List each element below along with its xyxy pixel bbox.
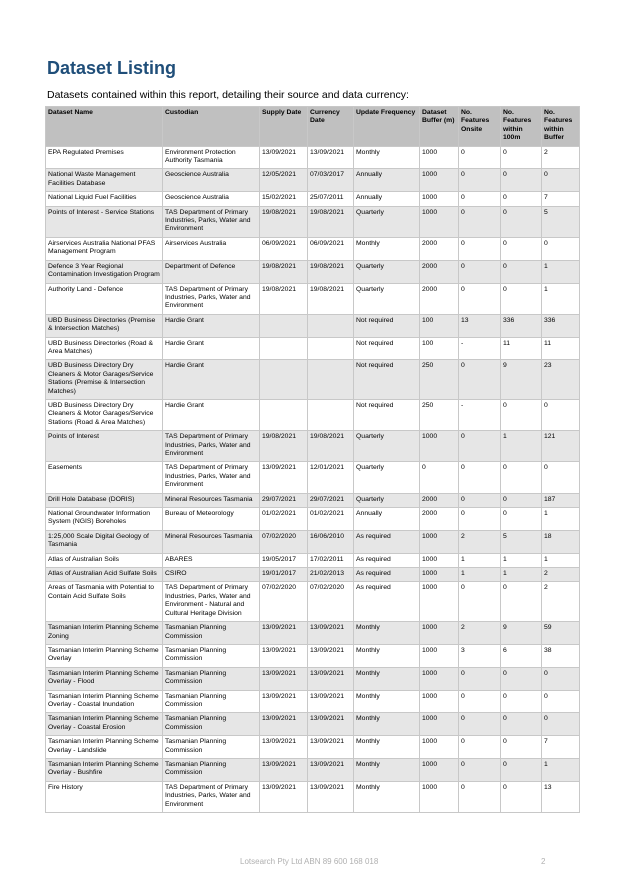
cell-dataset-buffer: 2000 [420,237,459,260]
cell-dataset-buffer: 100 [420,314,459,337]
cell-update-frequency: Monthly [354,146,420,169]
cell-dataset-name: Defence 3 Year Regional Contamination Investigation Program [46,260,163,283]
table-row [46,758,580,781]
cell-supply-date: 13/09/2021 [260,690,308,713]
cell-features-100m: 0 [501,582,542,622]
cell-dataset-buffer: 1000 [420,736,459,759]
header-features-onsite: No. Features Onsite [459,107,501,147]
cell-currency-date: 13/09/2021 [308,781,354,812]
cell-dataset-name: Atlas of Australian Acid Sulfate Soils [46,568,163,582]
cell-supply-date [260,360,308,400]
cell-features-onsite: 0 [459,169,501,192]
cell-update-frequency: Quarterly [354,260,420,283]
cell-features-100m: 0 [501,399,542,430]
cell-dataset-buffer: 1000 [420,169,459,192]
cell-dataset-name: Tasmanian Interim Planning Scheme Overlay - Coastal Inundation [46,690,163,713]
footer-company: Lotsearch Pty Ltd ABN 89 600 168 018 [240,857,379,866]
cell-currency-date: 13/09/2021 [308,146,354,169]
cell-features-100m: 0 [501,283,542,314]
cell-custodian: Tasmanian Planning Commission [163,736,260,759]
cell-features-onsite: 0 [459,206,501,237]
cell-dataset-buffer: 1000 [420,622,459,645]
cell-dataset-name: Airservices Australia National PFAS Management Program [46,237,163,260]
cell-features-onsite: 0 [459,690,501,713]
cell-custodian: Mineral Resources Tasmania [163,530,260,553]
cell-currency-date: 21/02/2013 [308,568,354,582]
table-row [46,736,580,759]
table-row [46,283,580,314]
cell-features-onsite: 0 [459,758,501,781]
cell-features-100m: 0 [501,736,542,759]
table-row [46,582,580,622]
cell-features-buffer: 2 [542,582,580,622]
cell-dataset-name: Tasmanian Interim Planning Scheme Overlay - Landslide [46,736,163,759]
cell-supply-date: 15/02/2021 [260,192,308,206]
cell-dataset-name: Points of Interest - Service Stations [46,206,163,237]
cell-features-buffer: 23 [542,360,580,400]
cell-dataset-buffer: 1000 [420,582,459,622]
cell-features-100m: 0 [501,493,542,507]
cell-features-buffer: 38 [542,644,580,667]
cell-supply-date: 13/09/2021 [260,758,308,781]
cell-dataset-buffer: 100 [420,337,459,360]
cell-dataset-buffer: 1000 [420,192,459,206]
cell-update-frequency: Monthly [354,667,420,690]
table-row [46,237,580,260]
cell-dataset-name: EPA Regulated Premises [46,146,163,169]
cell-custodian: Tasmanian Planning Commission [163,713,260,736]
cell-update-frequency: Monthly [354,622,420,645]
table-row [46,713,580,736]
cell-dataset-name: Drill Hole Database (DORIS) [46,493,163,507]
cell-dataset-name: UBD Business Directories (Premise & Intersection Matches) [46,314,163,337]
cell-features-100m: 0 [501,206,542,237]
cell-currency-date: 25/07/2011 [308,192,354,206]
page-subtitle: Datasets contained within this report, detailing their source and data currency: [47,89,409,101]
cell-update-frequency: As required [354,568,420,582]
cell-dataset-buffer: 250 [420,399,459,430]
cell-custodian: TAS Department of Primary Industries, Parks, Water and Environment [163,462,260,493]
cell-dataset-buffer: 1000 [420,431,459,462]
cell-custodian: TAS Department of Primary Industries, Parks, Water and Environment [163,431,260,462]
cell-supply-date: 13/09/2021 [260,622,308,645]
cell-custodian: TAS Department of Primary Industries, Parks, Water and Environment - Natural and Cultural Heritage Division [163,582,260,622]
cell-update-frequency: Monthly [354,758,420,781]
cell-update-frequency: Not required [354,337,420,360]
cell-dataset-name: Fire History [46,781,163,812]
table-row [46,508,580,531]
cell-dataset-buffer: 1000 [420,713,459,736]
cell-features-onsite: 0 [459,667,501,690]
cell-currency-date: 01/02/2021 [308,508,354,531]
cell-dataset-name: National Waste Management Facilities Database [46,169,163,192]
cell-supply-date: 19/08/2021 [260,260,308,283]
table-body [46,146,580,812]
cell-features-buffer: 1 [542,553,580,567]
cell-dataset-name: National Liquid Fuel Facilities [46,192,163,206]
cell-update-frequency: Monthly [354,237,420,260]
page-title: Dataset Listing [47,58,177,78]
cell-features-buffer: 1 [542,283,580,314]
table-row [46,568,580,582]
cell-dataset-name: Areas of Tasmania with Potential to Contain Acid Sulfate Soils [46,582,163,622]
cell-supply-date: 19/08/2021 [260,283,308,314]
cell-features-100m: 0 [501,508,542,531]
cell-update-frequency: Monthly [354,713,420,736]
cell-dataset-buffer: 1000 [420,758,459,781]
cell-dataset-name: Tasmanian Interim Planning Scheme Overlay [46,644,163,667]
cell-dataset-buffer: 1000 [420,667,459,690]
cell-supply-date: 07/02/2020 [260,582,308,622]
cell-dataset-name: Easements [46,462,163,493]
cell-custodian: TAS Department of Primary Industries, Parks, Water and Environment [163,206,260,237]
cell-supply-date: 29/07/2021 [260,493,308,507]
cell-custodian: TAS Department of Primary Industries, Parks, Water and Environment [163,283,260,314]
cell-custodian: Geoscience Australia [163,192,260,206]
cell-custodian: Tasmanian Planning Commission [163,644,260,667]
cell-custodian: Tasmanian Planning Commission [163,758,260,781]
header-update-frequency: Update Frequency [354,107,420,147]
cell-supply-date: 19/08/2021 [260,431,308,462]
cell-features-buffer: 121 [542,431,580,462]
cell-features-100m: 11 [501,337,542,360]
cell-custodian: Tasmanian Planning Commission [163,690,260,713]
cell-update-frequency: As required [354,530,420,553]
cell-features-buffer: 0 [542,713,580,736]
cell-currency-date: 13/09/2021 [308,622,354,645]
cell-custodian: Department of Defence [163,260,260,283]
cell-currency-date [308,360,354,400]
cell-custodian: ABARES [163,553,260,567]
cell-features-buffer: 0 [542,667,580,690]
cell-features-100m: 0 [501,713,542,736]
cell-currency-date: 06/09/2021 [308,237,354,260]
cell-features-buffer: 7 [542,736,580,759]
cell-currency-date: 07/02/2020 [308,582,354,622]
page-number: 2 [541,857,546,866]
cell-dataset-buffer: 1000 [420,568,459,582]
cell-features-onsite: - [459,399,501,430]
cell-features-onsite: 0 [459,146,501,169]
cell-features-onsite: 0 [459,237,501,260]
cell-features-100m: 0 [501,169,542,192]
cell-update-frequency: Quarterly [354,283,420,314]
cell-features-onsite: 0 [459,493,501,507]
cell-update-frequency: Not required [354,399,420,430]
header-dataset-buffer: Dataset Buffer (m) [420,107,459,147]
cell-features-100m: 1 [501,431,542,462]
cell-features-onsite: 0 [459,462,501,493]
cell-dataset-name: National Groundwater Information System (NGIS) Boreholes [46,508,163,531]
table-row [46,781,580,812]
cell-update-frequency: Monthly [354,690,420,713]
cell-currency-date: 13/09/2021 [308,758,354,781]
table-row [46,146,580,169]
cell-features-100m: 1 [501,553,542,567]
cell-currency-date: 19/08/2021 [308,431,354,462]
cell-custodian: Bureau of Meteorology [163,508,260,531]
cell-features-onsite: 0 [459,582,501,622]
cell-supply-date: 01/02/2021 [260,508,308,531]
cell-features-buffer: 5 [542,206,580,237]
cell-custodian: Hardie Grant [163,360,260,400]
cell-features-onsite: 0 [459,736,501,759]
cell-currency-date: 16/06/2010 [308,530,354,553]
cell-supply-date: 13/09/2021 [260,667,308,690]
cell-currency-date: 13/09/2021 [308,713,354,736]
cell-features-buffer: 1 [542,260,580,283]
cell-supply-date: 19/01/2017 [260,568,308,582]
cell-features-onsite: 0 [459,360,501,400]
table-row [46,314,580,337]
cell-features-onsite: 13 [459,314,501,337]
cell-dataset-name: UBD Business Directories (Road & Area Matches) [46,337,163,360]
cell-supply-date: 06/09/2021 [260,237,308,260]
cell-update-frequency: As required [354,582,420,622]
table-row [46,462,580,493]
cell-dataset-name: 1:25,000 Scale Digital Geology of Tasmania [46,530,163,553]
cell-features-buffer: 1 [542,758,580,781]
cell-features-buffer: 7 [542,192,580,206]
header-currency-date: Currency Date [308,107,354,147]
cell-supply-date [260,337,308,360]
cell-currency-date: 19/08/2021 [308,283,354,314]
cell-supply-date: 13/09/2021 [260,736,308,759]
cell-dataset-name: Tasmanian Interim Planning Scheme Zoning [46,622,163,645]
cell-features-onsite: 1 [459,568,501,582]
cell-currency-date: 12/01/2021 [308,462,354,493]
table-row [46,360,580,400]
cell-dataset-buffer: 1000 [420,553,459,567]
cell-currency-date: 19/08/2021 [308,260,354,283]
cell-features-onsite: 0 [459,713,501,736]
cell-features-100m: 0 [501,237,542,260]
cell-custodian: Hardie Grant [163,314,260,337]
cell-currency-date: 13/09/2021 [308,736,354,759]
cell-dataset-name: UBD Business Directory Dry Cleaners & Motor Garages/Service Stations (Road & Area Matches) [46,399,163,430]
cell-features-100m: 0 [501,192,542,206]
cell-features-100m: 1 [501,568,542,582]
cell-features-buffer: 1 [542,508,580,531]
cell-features-100m: 336 [501,314,542,337]
table-row [46,644,580,667]
table-row [46,192,580,206]
cell-custodian: TAS Department of Primary Industries, Parks, Water and Environment [163,781,260,812]
table-row [46,530,580,553]
cell-features-100m: 9 [501,360,542,400]
cell-dataset-buffer: 1000 [420,690,459,713]
cell-update-frequency: Quarterly [354,206,420,237]
cell-supply-date: 13/09/2021 [260,462,308,493]
cell-features-100m: 0 [501,667,542,690]
cell-supply-date [260,314,308,337]
table-row [46,260,580,283]
cell-update-frequency: Quarterly [354,431,420,462]
table-row [46,553,580,567]
cell-update-frequency: Quarterly [354,493,420,507]
cell-update-frequency: Annually [354,169,420,192]
header-features-buffer: No. Features within Buffer [542,107,580,147]
cell-supply-date: 12/05/2021 [260,169,308,192]
cell-features-onsite: 1 [459,553,501,567]
table-row [46,399,580,430]
table-row [46,169,580,192]
table-row [46,431,580,462]
table-row [46,622,580,645]
cell-update-frequency: Not required [354,360,420,400]
cell-features-100m: 0 [501,758,542,781]
cell-features-100m: 6 [501,644,542,667]
cell-features-100m: 0 [501,690,542,713]
cell-dataset-buffer: 1000 [420,530,459,553]
table-row [46,690,580,713]
cell-features-100m: 0 [501,260,542,283]
cell-features-buffer: 11 [542,337,580,360]
cell-update-frequency: Monthly [354,644,420,667]
cell-features-buffer: 0 [542,462,580,493]
cell-features-100m: 0 [501,781,542,812]
cell-supply-date: 19/05/2017 [260,553,308,567]
cell-features-buffer: 0 [542,237,580,260]
dataset-table [45,106,580,813]
cell-currency-date: 07/03/2017 [308,169,354,192]
cell-custodian: CSIRO [163,568,260,582]
cell-custodian: Hardie Grant [163,337,260,360]
cell-update-frequency: Annually [354,508,420,531]
cell-supply-date: 19/08/2021 [260,206,308,237]
cell-features-100m: 0 [501,146,542,169]
cell-currency-date [308,399,354,430]
cell-custodian: Mineral Resources Tasmania [163,493,260,507]
cell-supply-date [260,399,308,430]
cell-features-onsite: 3 [459,644,501,667]
cell-supply-date: 13/09/2021 [260,713,308,736]
cell-features-onsite: 0 [459,192,501,206]
cell-features-100m: 9 [501,622,542,645]
cell-features-buffer: 336 [542,314,580,337]
cell-dataset-buffer: 2000 [420,260,459,283]
cell-custodian: Tasmanian Planning Commission [163,622,260,645]
cell-features-buffer: 2 [542,568,580,582]
cell-supply-date: 13/09/2021 [260,644,308,667]
cell-dataset-buffer: 1000 [420,781,459,812]
cell-features-buffer: 0 [542,399,580,430]
cell-features-100m: 5 [501,530,542,553]
cell-currency-date: 13/09/2021 [308,644,354,667]
cell-features-100m: 0 [501,462,542,493]
cell-features-onsite: 0 [459,781,501,812]
cell-currency-date: 13/09/2021 [308,667,354,690]
cell-currency-date: 29/07/2021 [308,493,354,507]
cell-currency-date: 19/08/2021 [308,206,354,237]
cell-features-onsite: 2 [459,622,501,645]
cell-features-onsite: 0 [459,260,501,283]
cell-features-onsite: 0 [459,283,501,314]
cell-update-frequency: Not required [354,314,420,337]
cell-features-onsite: 2 [459,530,501,553]
cell-dataset-name: Atlas of Australian Soils [46,553,163,567]
cell-custodian: Environment Protection Authority Tasmania [163,146,260,169]
cell-dataset-buffer: 2000 [420,508,459,531]
table-row [46,206,580,237]
cell-update-frequency: Monthly [354,781,420,812]
header-custodian: Custodian [163,107,260,147]
cell-currency-date [308,314,354,337]
cell-dataset-buffer: 1000 [420,146,459,169]
cell-update-frequency: Annually [354,192,420,206]
cell-features-buffer: 18 [542,530,580,553]
cell-features-onsite: - [459,337,501,360]
cell-custodian: Airservices Australia [163,237,260,260]
table-row [46,493,580,507]
cell-dataset-name: Tasmanian Interim Planning Scheme Overlay - Bushfire [46,758,163,781]
cell-dataset-buffer: 1000 [420,206,459,237]
cell-dataset-buffer: 2000 [420,493,459,507]
cell-custodian: Tasmanian Planning Commission [163,667,260,690]
cell-currency-date: 13/09/2021 [308,690,354,713]
cell-supply-date: 13/09/2021 [260,146,308,169]
cell-custodian: Hardie Grant [163,399,260,430]
table-header-row [46,107,580,147]
table-row [46,667,580,690]
cell-features-buffer: 0 [542,690,580,713]
cell-dataset-buffer: 250 [420,360,459,400]
cell-update-frequency: As required [354,553,420,567]
cell-dataset-name: UBD Business Directory Dry Cleaners & Motor Garages/Service Stations (Premise & Intersection Matches) [46,360,163,400]
cell-dataset-buffer: 2000 [420,283,459,314]
cell-features-buffer: 13 [542,781,580,812]
header-dataset-name: Dataset Name [46,107,163,147]
cell-features-onsite: 0 [459,431,501,462]
cell-features-buffer: 59 [542,622,580,645]
cell-update-frequency: Monthly [354,736,420,759]
cell-custodian: Geoscience Australia [163,169,260,192]
cell-dataset-name: Tasmanian Interim Planning Scheme Overlay - Coastal Erosion [46,713,163,736]
cell-features-buffer: 2 [542,146,580,169]
header-supply-date: Supply Date [260,107,308,147]
cell-supply-date: 13/09/2021 [260,781,308,812]
cell-update-frequency: Quarterly [354,462,420,493]
cell-dataset-name: Authority Land - Defence [46,283,163,314]
cell-dataset-name: Points of Interest [46,431,163,462]
cell-features-buffer: 0 [542,169,580,192]
cell-dataset-buffer: 0 [420,462,459,493]
cell-supply-date: 07/02/2020 [260,530,308,553]
cell-currency-date: 17/02/2011 [308,553,354,567]
cell-dataset-buffer: 1000 [420,644,459,667]
cell-features-buffer: 187 [542,493,580,507]
header-features-100m: No. Features within 100m [501,107,542,147]
cell-dataset-name: Tasmanian Interim Planning Scheme Overlay - Flood [46,667,163,690]
cell-currency-date [308,337,354,360]
table-row [46,337,580,360]
cell-features-onsite: 0 [459,508,501,531]
